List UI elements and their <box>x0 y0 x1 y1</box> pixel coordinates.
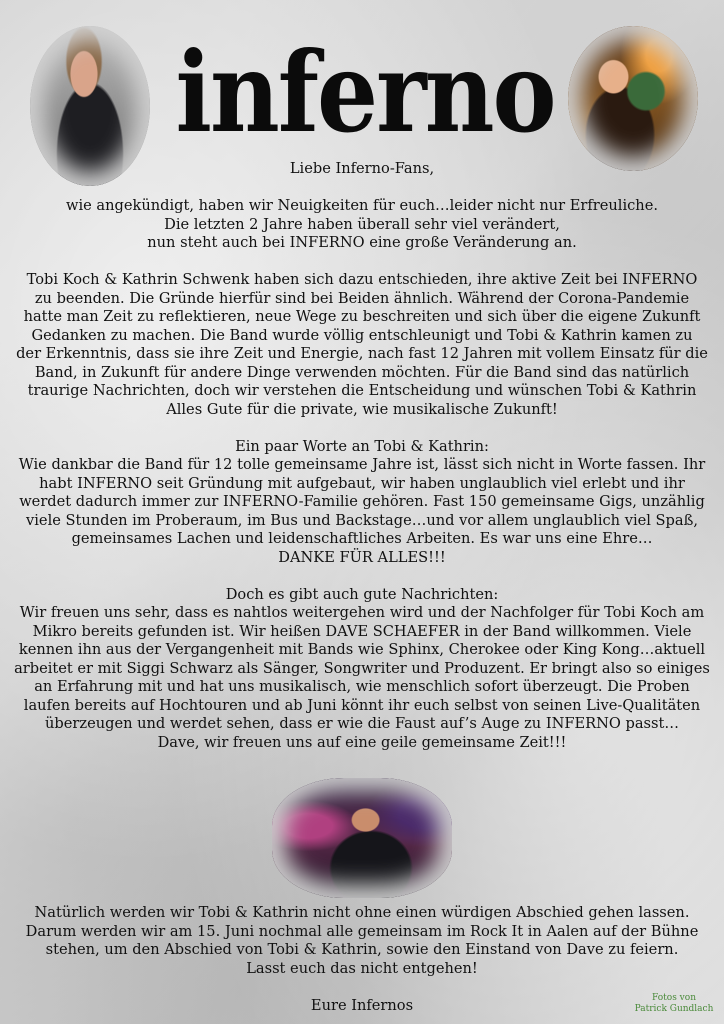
credit-line: Patrick Gundlach <box>634 1004 714 1014</box>
paragraph-line: hatte man Zeit zu reflektieren, neue Wege zu beschreiten und sich über die eigene Zukunft <box>23 308 701 325</box>
paragraph-line: überzeugen und werdet sehen, dass er wie die Faust auf’s Auge zu INFERNO passt… <box>45 715 679 732</box>
paragraph-line: Tobi Koch & Kathrin Schwenk haben sich dazu entschieden, ihre aktive Zeit bei INFERNO <box>26 271 698 288</box>
paragraph-line: Gedanken zu machen. Die Band wurde völlig entschleunigt und Tobi & Kathrin kamen zu <box>31 326 693 344</box>
paragraph-heading: Ein paar Worte an Tobi & Kathrin: <box>235 437 489 455</box>
paragraph-line: laufen bereits auf Hochtouren und ab Juni könnt ihr euch selbst von seinen Live-Qualitäten <box>23 696 701 714</box>
paragraph-line: arbeitet er mit Siggi Schwarz als Sänger, Songwriter und Produzent. Er bringt also so einiges <box>14 659 710 677</box>
paragraph-line: Alles Gute für die private, wie musikalische Zukunft! <box>166 400 558 418</box>
paragraph-line: Wir freuen uns sehr, dass es nahtlos weitergehen wird und der Nachfolger für Tobi Koch am <box>19 604 705 621</box>
paragraph-line: zu beenden. Die Gründe hierfür sind bei Beiden ähnlich. Während der Corona-Pandemie <box>34 289 690 307</box>
paragraph-line: an Erfahrung mit und hat uns musikalisch, wie menschlich sofort überzeugt. Die Proben <box>34 678 690 695</box>
paragraph-line: gemeinsames Lachen und leidenschaftliches Arbeiten. Es war uns eine Ehre… <box>71 530 653 547</box>
greeting: Liebe Inferno-Fans, <box>289 160 435 177</box>
credit-line: Fotos von <box>652 993 696 1003</box>
paragraph-line: werdet dadurch immer zur INFERNO-Familie gehören. Fast 150 gemeinsame Gigs, unzählig <box>19 493 705 510</box>
paragraph-line: habt INFERNO seit Gründung mit aufgebaut, wir haben unglaublich viel erlebt und ihr <box>39 474 685 492</box>
paragraph-line: Band, in Zukunft für andere Dinge verwenden möchten. Für die Band sind das natürlich <box>34 363 690 381</box>
signature: Eure Infernos <box>310 996 414 1014</box>
paragraph-line: der Erkenntnis, dass sie ihre Zeit und Energie, nach fast 12 Jahren mit vollem Einsatz für die <box>16 345 708 362</box>
intro-line: Die letzten 2 Jahre haben überall sehr viel verändert, <box>164 215 560 233</box>
guitarist-photo <box>568 26 698 171</box>
photo-credit <box>624 993 724 1015</box>
letter-body <box>12 160 712 752</box>
paragraph-line: Natürlich werden wir Tobi & Kathrin nicht ohne einen würdigen Abschied gehen lassen. <box>34 904 690 921</box>
intro-line: nun steht auch bei INFERNO eine große Veränderung an. <box>147 234 577 251</box>
paragraph-heading: Doch es gibt auch gute Nachrichten: <box>225 585 499 603</box>
paragraph-line: traurige Nachrichten, doch wir verstehen die Entscheidung und wünschen Tobi & Kathrin <box>27 382 697 399</box>
paragraph-line: Mikro bereits gefunden ist. Wir heißen DAVE SCHAEFER in der Band willkommen. Viele <box>32 622 692 640</box>
paragraph-line: DANKE FÜR ALLES!!! <box>278 548 446 566</box>
paragraph-line: stehen, um den Abschied von Tobi & Kathrin, sowie den Einstand von Dave zu feiern. <box>45 941 679 958</box>
paragraph-line: Dave, wir freuen uns auf eine geile gemeinsame Zeit!!! <box>157 733 567 751</box>
paragraph-line: Darum werden wir am 15. Juni nochmal alle gemeinsam im Rock It in Aalen auf der Bühne <box>25 922 699 940</box>
paragraph-line: viele Stunden im Proberaum, im Bus und Backstage…und vor allem unglaublich viel Spaß, <box>26 511 698 529</box>
intro-line: wie angekündigt, haben wir Neuigkeiten für euch…leider nicht nur Erfreuliche. <box>65 197 658 214</box>
paragraph-line: kennen ihn aus der Vergangenheit mit Bands wie Sphinx, Cherokee oder King Kong…aktuell <box>18 641 706 658</box>
letter-closing <box>12 904 712 1015</box>
band-logo: inferno <box>175 27 555 158</box>
paragraph-line: Wie dankbar die Band für 12 tolle gemeinsame Jahre ist, lässt sich nicht in Worte fassen. Ihr <box>18 456 706 473</box>
paragraph-line: Lasst euch das nicht entgehen! <box>246 959 478 977</box>
new-singer-photo <box>272 778 452 898</box>
